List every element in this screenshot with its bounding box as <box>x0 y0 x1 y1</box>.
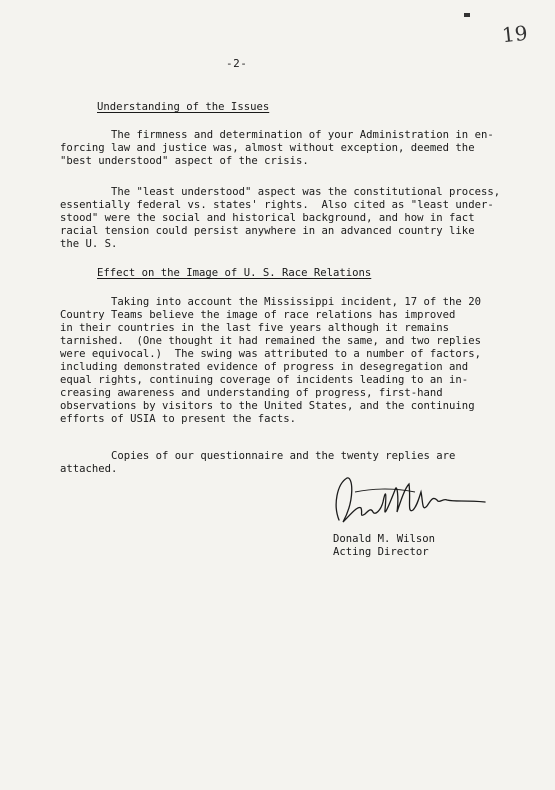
section-heading-understanding: Understanding of the Issues <box>97 101 270 113</box>
signer-name: Donald M. Wilson <box>333 533 436 545</box>
ink-mark <box>464 13 470 17</box>
page-number: -2- <box>226 57 248 70</box>
handwritten-page-number: 19 <box>500 20 529 48</box>
paragraph-firmness: The firmness and determination of your Administration in en- forcing law and justice was, almost without exception, deemed the "best understood" aspect of the crisis. <box>60 129 494 167</box>
paragraph-mississippi: Taking into account the Mississippi incident, 17 of the 20 Country Teams believe the image of race relations has improved in their countries in the last five years although it remains tarnished. (One thought it had remained the same, and two replies were equivocal.) The swing was attributed to a number of factors, including demonstrated evidence of progress in desegregation and equal rights, continuing coverage of incidents leading to an in- creasing awareness and understanding of progress, first-hand observations by visitors to the United States, and the continuing efforts of USIA to present the facts. <box>60 296 481 425</box>
section-heading-effect: Effect on the Image of U. S. Race Relations <box>97 267 372 279</box>
handwritten-signature <box>325 470 500 532</box>
paragraph-least-understood: The "least understood" aspect was the constitutional process, essentially federal vs. states' rights. Also cited as "least under- stood" were the social and historical background, and how in fact racial tension could persist anywhere in an advanced country like the U. S. <box>60 186 501 250</box>
paragraph-attached: Copies of our questionnaire and the twenty replies are attached. <box>60 450 456 475</box>
signer-title: Acting Director <box>333 546 429 558</box>
